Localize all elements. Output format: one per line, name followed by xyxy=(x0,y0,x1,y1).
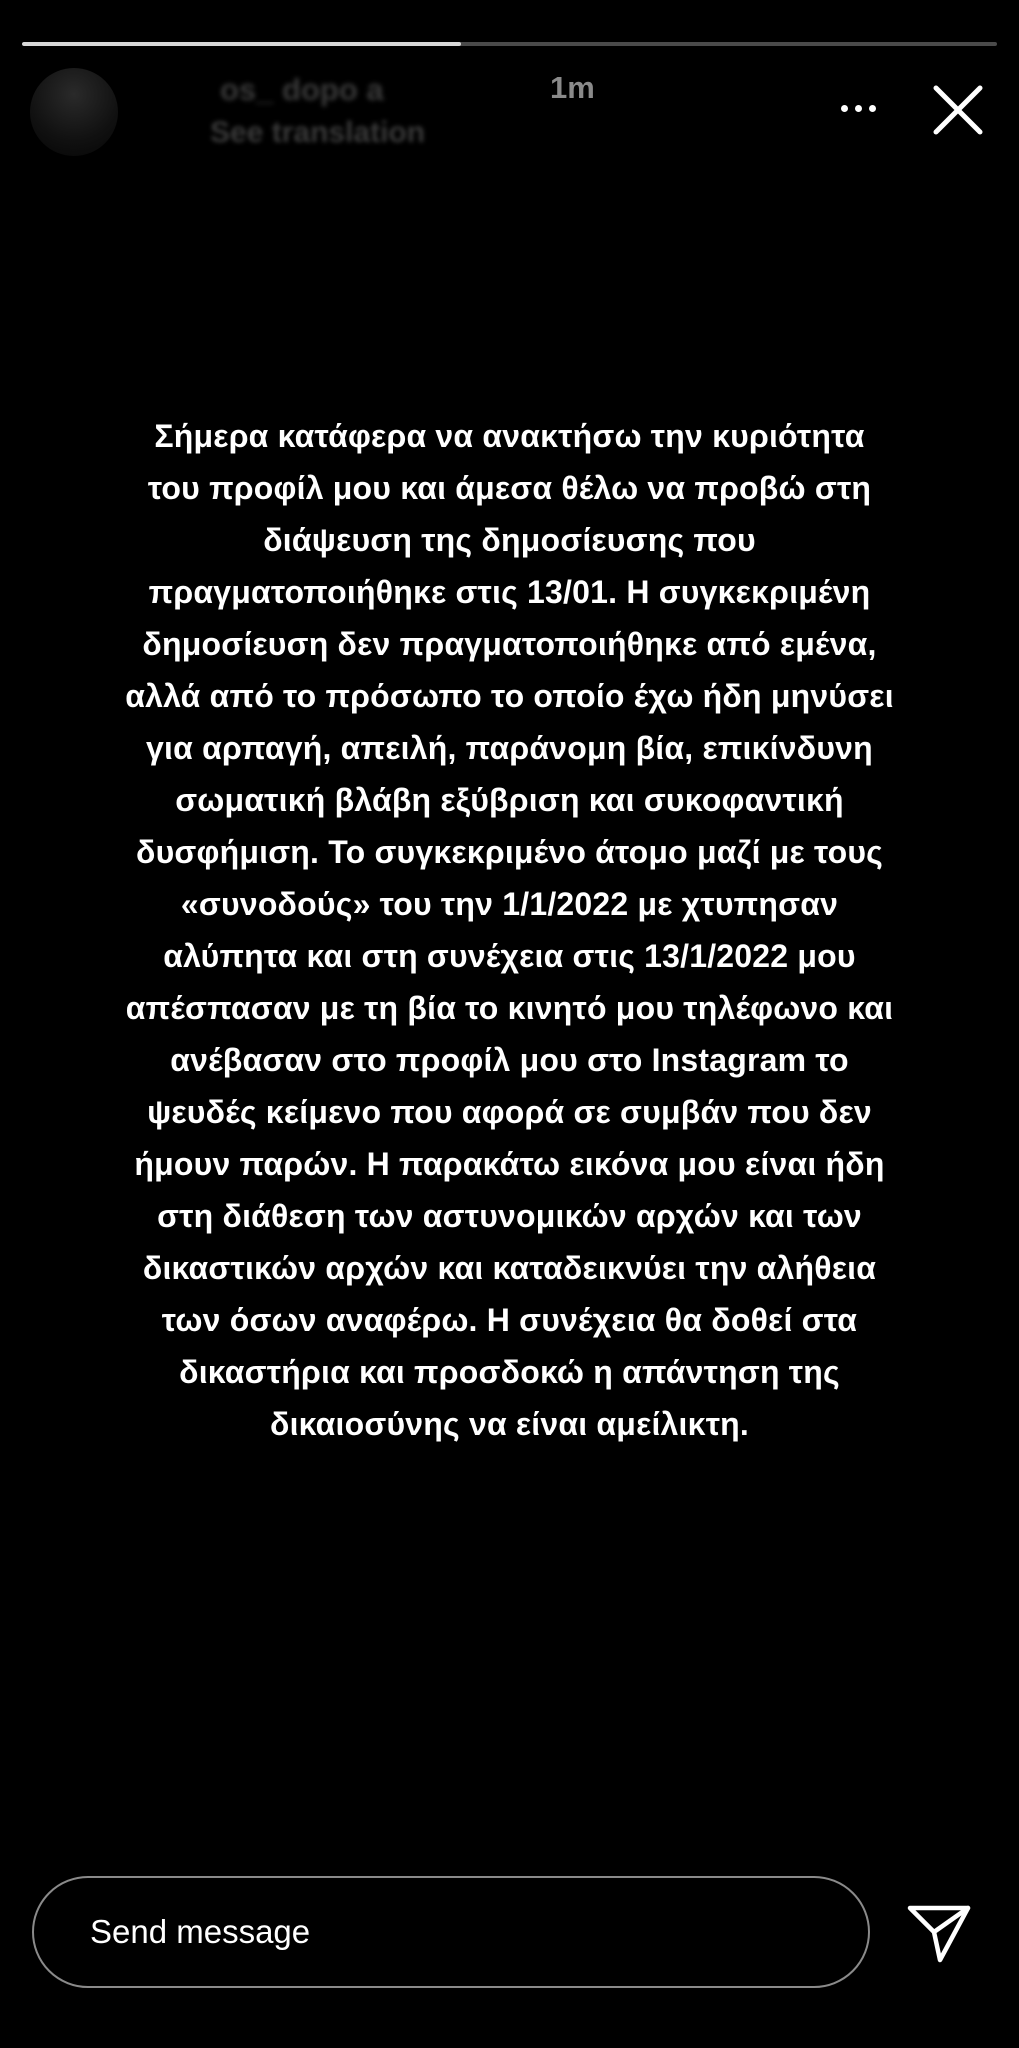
more-horizontal-icon xyxy=(869,105,876,112)
story-text-line: δικαστήρια και προσδοκώ η απάντηση της xyxy=(179,1354,840,1390)
send-button[interactable] xyxy=(906,1902,972,1964)
story-text-line: του προφίλ μου και άμεσα θέλω να προβώ στη xyxy=(147,470,872,506)
close-button[interactable] xyxy=(928,80,988,140)
story-text-line: απέσπασαν με τη βία το κινητό μου τηλέφωνο και xyxy=(125,990,894,1026)
close-icon xyxy=(928,80,988,140)
story-text-line: αλλά από το πρόσωπο το οποίο έχω ήδη μηνύσει xyxy=(125,678,894,714)
story-text-line: δικαστικών αρχών και καταδεικνύει την αλήθεια xyxy=(142,1250,877,1286)
story-text-line: διάψευση της δημοσίευσης που xyxy=(263,522,756,558)
story-header xyxy=(30,66,990,156)
story-text-line: ανέβασαν στο προφίλ μου στο Instagram το xyxy=(170,1042,849,1078)
story-text-line: σωματική βλάβη εξύβριση και συκοφαντική xyxy=(175,782,844,818)
story-text-line: για αρπαγή, απειλή, παράνομη βία, επικίνδυνη xyxy=(146,730,873,766)
post-time: 1m xyxy=(550,70,595,105)
story-text-line: «συνοδούς» του την 1/1/2022 με χτυπησαν xyxy=(180,886,839,922)
story-progress-bar xyxy=(22,42,997,46)
story-text xyxy=(10,410,1009,1450)
story-text-line: ψευδές κείμενο που αφορά σε συμβάν που δεν xyxy=(147,1094,872,1130)
story-text-line: Σήμερα κατάφερα να ανακτήσω την κυριότητα xyxy=(154,418,865,454)
story-text-line: αλύπητα και στη συνέχεια στις 13/1/2022 μου xyxy=(163,938,856,974)
story-text-line: των όσων αναφέρω. Η συνέχεια θα δοθεί στα xyxy=(161,1302,858,1338)
more-options-button[interactable] xyxy=(830,88,886,128)
username[interactable]: os_ dopo a xyxy=(220,72,384,107)
story-text-line: στη διάθεση των αστυνομικών αρχών και των xyxy=(157,1198,862,1234)
story-footer xyxy=(0,1868,1019,1998)
story-text-line: πραγματοποιήθηκε στις 13/01. Η συγκεκριμένη xyxy=(148,574,871,610)
paper-plane-icon xyxy=(906,1902,972,1964)
story-progress-fill xyxy=(22,42,461,46)
avatar[interactable] xyxy=(30,68,118,156)
more-horizontal-icon xyxy=(855,105,862,112)
story-text-line: δυσφήμιση. Το συγκεκριμένο άτομο μαζί με τους xyxy=(135,834,884,870)
see-translation-link[interactable]: See translation xyxy=(210,116,426,149)
more-horizontal-icon xyxy=(841,105,848,112)
story-text-line: δημοσίευση δεν πραγματοποιήθηκε από εμένα, xyxy=(142,626,877,662)
story-text-line: δικαιοσύνης να είναι αμείλικτη. xyxy=(269,1406,750,1442)
story-text-line: ήμουν παρών. Η παρακάτω εικόνα μου είναι ήδη xyxy=(134,1146,885,1182)
send-message-input[interactable] xyxy=(32,1876,870,1988)
